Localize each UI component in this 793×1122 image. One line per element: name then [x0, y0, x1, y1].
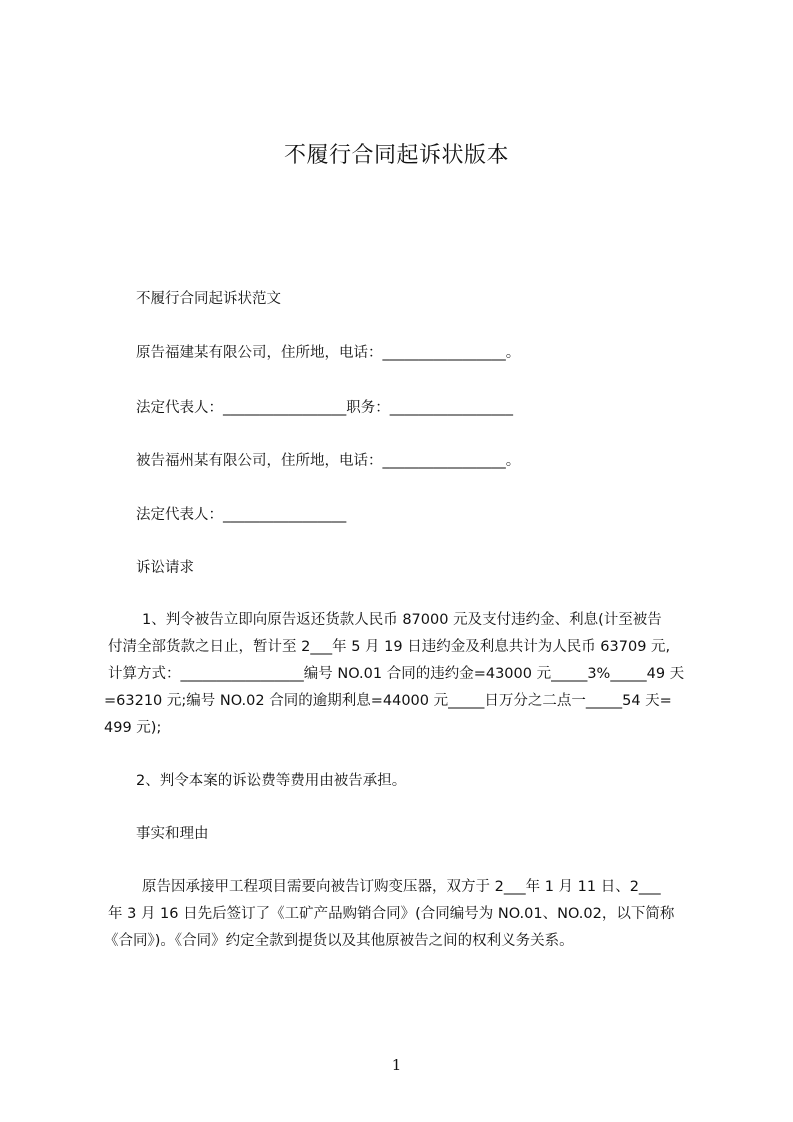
plaintiff-line: 原告福建某有限公司，住所地，电话：_________________。 [136, 345, 521, 361]
facts-heading: 事实和理由 [136, 826, 209, 842]
facts-line: 年 3 月 16 日先后签订了《工矿产品购销合同》(合同编号为 NO.01、NO.02，以下简称 [108, 906, 675, 922]
defendant-representative-line: 法定代表人：_________________ [136, 507, 347, 523]
claims-heading: 诉讼请求 [136, 560, 194, 576]
facts-line: 原告因承接甲工程项目需要向被告订购变压器，双方于 2___年 1 月 11 日、2___ [142, 879, 661, 895]
document-subtitle: 不履行合同起诉状范文 [136, 291, 281, 307]
defendant-line: 被告福州某有限公司，住所地，电话：_________________。 [136, 453, 521, 469]
facts-line: 《合同》)。《合同》约定全款到提货以及其他原被告之间的权利义务关系。 [104, 933, 574, 949]
claim1-line: 499 元); [104, 720, 162, 736]
document-title: 不履行合同起诉状版本 [283, 143, 509, 168]
claim1-line: 1、判令被告立即向原告返还货款人民币 87000 元及支付违约金、利息(计至被告 [142, 612, 662, 628]
claim1-line: 计算方式：_________________编号 NO.01 合同的违约金=43000 元_____3%_____49 天 [108, 666, 685, 682]
page-number: 1 [391, 1056, 402, 1074]
claim1-line: 付清全部货款之日止，暂计至 2___年 5 月 19 日违约金及利息共计为人民币 63709 元, [108, 639, 671, 655]
plaintiff-representative-line: 法定代表人：_________________职务：_________________ [136, 400, 513, 416]
claim1-line: =63210 元;编号 NO.02 合同的逾期利息=44000 元_____日万分之二点一_____54 天= [104, 693, 672, 709]
claim2-line: 2、判令本案的诉讼费等费用由被告承担。 [136, 773, 407, 789]
